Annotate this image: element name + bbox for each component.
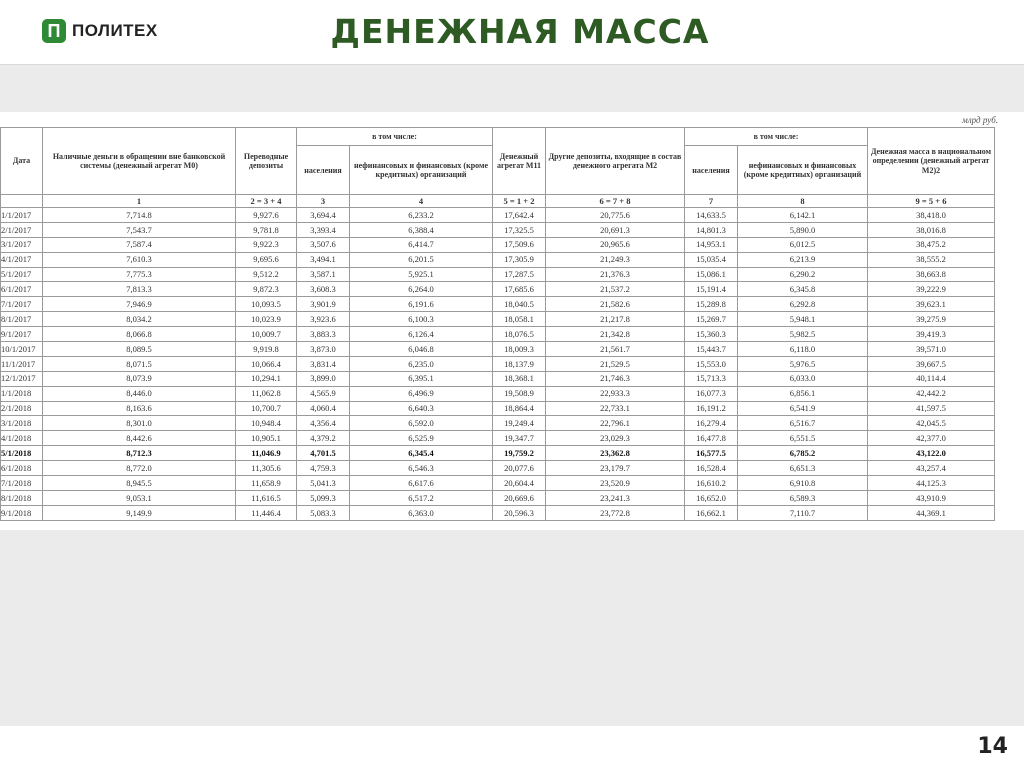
slide-footer	[0, 726, 1024, 767]
value-cell: 21,746.3	[546, 371, 685, 386]
value-cell: 6,118.0	[738, 342, 868, 357]
value-cell: 5,890.0	[738, 222, 868, 237]
slide-content	[0, 64, 1024, 727]
date-cell: 2/1/2017	[1, 222, 43, 237]
value-cell: 5,925.1	[350, 267, 493, 282]
value-cell: 44,125.3	[868, 476, 995, 491]
page-number: 14	[977, 734, 1008, 759]
value-cell: 6,100.3	[350, 312, 493, 327]
value-cell: 20,604.4	[493, 476, 546, 491]
value-cell: 7,714.8	[43, 208, 236, 223]
value-cell: 6,264.0	[350, 282, 493, 297]
table-row	[1, 312, 995, 327]
value-cell: 4,379.2	[297, 431, 350, 446]
value-cell: 5,083.3	[297, 505, 350, 520]
value-cell: 5,099.3	[297, 490, 350, 505]
value-cell: 11,616.5	[236, 490, 297, 505]
value-cell: 8,442.6	[43, 431, 236, 446]
logo-icon: П	[42, 19, 66, 43]
header-households-2: населения	[685, 146, 738, 195]
value-cell: 16,610.2	[685, 476, 738, 491]
value-cell: 17,305.9	[493, 252, 546, 267]
header-households-1: населения	[297, 146, 350, 195]
value-cell: 17,509.6	[493, 237, 546, 252]
value-cell: 6,541.9	[738, 401, 868, 416]
value-cell: 6,201.5	[350, 252, 493, 267]
value-cell: 21,249.3	[546, 252, 685, 267]
value-cell: 5,982.5	[738, 327, 868, 342]
value-cell: 8,071.5	[43, 356, 236, 371]
value-cell: 6,046.8	[350, 342, 493, 357]
value-cell: 9,922.3	[236, 237, 297, 252]
value-cell: 6,126.4	[350, 327, 493, 342]
value-cell: 39,222.9	[868, 282, 995, 297]
value-cell: 39,623.1	[868, 297, 995, 312]
value-cell: 18,368.1	[493, 371, 546, 386]
value-cell: 14,633.5	[685, 208, 738, 223]
value-cell: 6,592.0	[350, 416, 493, 431]
value-cell: 3,873.0	[297, 342, 350, 357]
value-cell: 8,073.9	[43, 371, 236, 386]
value-cell: 6,496.9	[350, 386, 493, 401]
date-cell: 8/1/2017	[1, 312, 43, 327]
value-cell: 3,899.0	[297, 371, 350, 386]
value-cell: 7,813.3	[43, 282, 236, 297]
value-cell: 8,772.0	[43, 461, 236, 476]
numbering-cell: 3	[297, 195, 350, 208]
value-cell: 17,642.4	[493, 208, 546, 223]
value-cell: 17,325.5	[493, 222, 546, 237]
table-row	[1, 371, 995, 386]
header-including-1: в том числе:	[297, 128, 493, 146]
value-cell: 15,191.4	[685, 282, 738, 297]
numbering-cell: 2 = 3 + 4	[236, 195, 297, 208]
value-cell: 15,443.7	[685, 342, 738, 357]
unit-label: млрд руб.	[961, 115, 998, 125]
value-cell: 16,077.3	[685, 386, 738, 401]
value-cell: 18,864.4	[493, 401, 546, 416]
date-cell: 6/1/2018	[1, 461, 43, 476]
value-cell: 39,571.0	[868, 342, 995, 357]
logo-text: ПОЛИТЕХ	[72, 21, 158, 40]
value-cell: 10,905.1	[236, 431, 297, 446]
value-cell: 11,062.8	[236, 386, 297, 401]
value-cell: 16,477.8	[685, 431, 738, 446]
slide-header	[0, 0, 1024, 64]
value-cell: 21,217.8	[546, 312, 685, 327]
value-cell: 22,733.1	[546, 401, 685, 416]
value-cell: 6,910.8	[738, 476, 868, 491]
value-cell: 10,066.4	[236, 356, 297, 371]
value-cell: 38,555.2	[868, 252, 995, 267]
table-row	[1, 282, 995, 297]
value-cell: 20,077.6	[493, 461, 546, 476]
value-cell: 20,596.3	[493, 505, 546, 520]
value-cell: 7,610.3	[43, 252, 236, 267]
value-cell: 38,475.2	[868, 237, 995, 252]
value-cell: 7,110.7	[738, 505, 868, 520]
value-cell: 15,269.7	[685, 312, 738, 327]
header-including-2: в том числе:	[685, 128, 868, 146]
value-cell: 8,034.2	[43, 312, 236, 327]
value-cell: 43,122.0	[868, 446, 995, 461]
value-cell: 6,617.6	[350, 476, 493, 491]
value-cell: 3,694.4	[297, 208, 350, 223]
value-cell: 22,933.3	[546, 386, 685, 401]
value-cell: 38,016.8	[868, 222, 995, 237]
date-cell: 5/1/2018	[1, 446, 43, 461]
value-cell: 6,191.6	[350, 297, 493, 312]
table-row	[1, 267, 995, 282]
numbering-cell: 4	[350, 195, 493, 208]
value-cell: 20,965.6	[546, 237, 685, 252]
value-cell: 9,053.1	[43, 490, 236, 505]
value-cell: 38,663.8	[868, 267, 995, 282]
numbering-cell	[1, 195, 43, 208]
value-cell: 15,035.4	[685, 252, 738, 267]
table-row	[1, 222, 995, 237]
value-cell: 23,520.9	[546, 476, 685, 491]
table-row	[1, 446, 995, 461]
value-cell: 6,012.5	[738, 237, 868, 252]
value-cell: 8,712.3	[43, 446, 236, 461]
value-cell: 6,551.5	[738, 431, 868, 446]
date-cell: 1/1/2018	[1, 386, 43, 401]
value-cell: 6,651.3	[738, 461, 868, 476]
value-cell: 23,362.8	[546, 446, 685, 461]
value-cell: 10,009.7	[236, 327, 297, 342]
value-cell: 9,927.6	[236, 208, 297, 223]
value-cell: 21,529.5	[546, 356, 685, 371]
value-cell: 20,691.3	[546, 222, 685, 237]
value-cell: 7,587.4	[43, 237, 236, 252]
value-cell: 11,305.6	[236, 461, 297, 476]
value-cell: 23,241.3	[546, 490, 685, 505]
table-row	[1, 237, 995, 252]
value-cell: 6,363.0	[350, 505, 493, 520]
value-cell: 6,233.2	[350, 208, 493, 223]
value-cell: 5,948.1	[738, 312, 868, 327]
value-cell: 4,759.3	[297, 461, 350, 476]
value-cell: 19,347.7	[493, 431, 546, 446]
value-cell: 6,589.3	[738, 490, 868, 505]
value-cell: 43,257.4	[868, 461, 995, 476]
value-cell: 3,901.9	[297, 297, 350, 312]
date-cell: 12/1/2017	[1, 371, 43, 386]
value-cell: 20,775.6	[546, 208, 685, 223]
value-cell: 23,772.8	[546, 505, 685, 520]
value-cell: 11,446.4	[236, 505, 297, 520]
value-cell: 10,093.5	[236, 297, 297, 312]
header-m0: Наличные деньги в обращении вне банковской системы (денежный агрегат М0)	[43, 128, 236, 195]
value-cell: 42,045.5	[868, 416, 995, 431]
header-other-deposits: Другие депозиты, входящие в состав денежного агрегата М2	[546, 128, 685, 195]
value-cell: 21,376.3	[546, 267, 685, 282]
value-cell: 17,287.5	[493, 267, 546, 282]
table-row	[1, 327, 995, 342]
value-cell: 3,883.3	[297, 327, 350, 342]
value-cell: 4,565.9	[297, 386, 350, 401]
value-cell: 21,537.2	[546, 282, 685, 297]
value-cell: 18,076.5	[493, 327, 546, 342]
value-cell: 6,213.9	[738, 252, 868, 267]
value-cell: 20,669.6	[493, 490, 546, 505]
table-row	[1, 208, 995, 223]
value-cell: 4,701.5	[297, 446, 350, 461]
value-cell: 6,517.2	[350, 490, 493, 505]
value-cell: 4,060.4	[297, 401, 350, 416]
value-cell: 21,582.6	[546, 297, 685, 312]
date-cell: 7/1/2018	[1, 476, 43, 491]
value-cell: 21,342.8	[546, 327, 685, 342]
value-cell: 15,360.3	[685, 327, 738, 342]
value-cell: 6,033.0	[738, 371, 868, 386]
value-cell: 8,066.8	[43, 327, 236, 342]
value-cell: 9,149.9	[43, 505, 236, 520]
value-cell: 6,856.1	[738, 386, 868, 401]
value-cell: 42,442.2	[868, 386, 995, 401]
value-cell: 21,561.7	[546, 342, 685, 357]
value-cell: 11,658.9	[236, 476, 297, 491]
slide-title: ДЕНЕЖНАЯ МАССА	[330, 12, 710, 51]
value-cell: 6,142.1	[738, 208, 868, 223]
value-cell: 4,356.4	[297, 416, 350, 431]
table-image	[0, 112, 1024, 530]
date-cell: 3/1/2017	[1, 237, 43, 252]
value-cell: 6,525.9	[350, 431, 493, 446]
value-cell: 6,290.2	[738, 267, 868, 282]
value-cell: 39,419.3	[868, 327, 995, 342]
date-cell: 2/1/2018	[1, 401, 43, 416]
value-cell: 44,369.1	[868, 505, 995, 520]
money-supply-table	[0, 127, 995, 521]
value-cell: 8,089.5	[43, 342, 236, 357]
value-cell: 5,976.5	[738, 356, 868, 371]
value-cell: 8,945.5	[43, 476, 236, 491]
table-row	[1, 342, 995, 357]
value-cell: 15,553.0	[685, 356, 738, 371]
value-cell: 3,923.6	[297, 312, 350, 327]
value-cell: 39,275.9	[868, 312, 995, 327]
value-cell: 14,953.1	[685, 237, 738, 252]
value-cell: 6,640.3	[350, 401, 493, 416]
value-cell: 23,029.3	[546, 431, 685, 446]
date-cell: 4/1/2018	[1, 431, 43, 446]
numbering-cell: 7	[685, 195, 738, 208]
value-cell: 10,948.4	[236, 416, 297, 431]
numbering-cell: 1	[43, 195, 236, 208]
value-cell: 39,667.5	[868, 356, 995, 371]
header-transfer-deposits: Переводные депозиты	[236, 128, 297, 195]
date-cell: 8/1/2018	[1, 490, 43, 505]
value-cell: 16,652.0	[685, 490, 738, 505]
value-cell: 8,163.6	[43, 401, 236, 416]
table-row	[1, 401, 995, 416]
value-cell: 10,294.1	[236, 371, 297, 386]
header-nonfinancial-2: нефинансовых и финансовых (кроме кредитных) организаций	[738, 146, 868, 195]
value-cell: 15,289.8	[685, 297, 738, 312]
value-cell: 38,418.0	[868, 208, 995, 223]
value-cell: 8,301.0	[43, 416, 236, 431]
value-cell: 19,759.2	[493, 446, 546, 461]
date-cell: 6/1/2017	[1, 282, 43, 297]
value-cell: 6,785.2	[738, 446, 868, 461]
value-cell: 16,528.4	[685, 461, 738, 476]
value-cell: 10,700.7	[236, 401, 297, 416]
numbering-cell: 5 = 1 + 2	[493, 195, 546, 208]
value-cell: 6,395.1	[350, 371, 493, 386]
value-cell: 16,662.1	[685, 505, 738, 520]
date-cell: 5/1/2017	[1, 267, 43, 282]
value-cell: 6,235.0	[350, 356, 493, 371]
value-cell: 19,508.9	[493, 386, 546, 401]
value-cell: 9,872.3	[236, 282, 297, 297]
date-cell: 10/1/2017	[1, 342, 43, 357]
value-cell: 18,058.1	[493, 312, 546, 327]
date-cell: 9/1/2018	[1, 505, 43, 520]
value-cell: 6,414.7	[350, 237, 493, 252]
numbering-cell: 9 = 5 + 6	[868, 195, 995, 208]
value-cell: 6,388.4	[350, 222, 493, 237]
table-row	[1, 490, 995, 505]
value-cell: 6,292.8	[738, 297, 868, 312]
value-cell: 6,516.7	[738, 416, 868, 431]
value-cell: 22,796.1	[546, 416, 685, 431]
value-cell: 6,546.3	[350, 461, 493, 476]
value-cell: 6,345.4	[350, 446, 493, 461]
value-cell: 17,685.6	[493, 282, 546, 297]
date-cell: 4/1/2017	[1, 252, 43, 267]
value-cell: 10,023.9	[236, 312, 297, 327]
value-cell: 9,512.2	[236, 267, 297, 282]
table-row	[1, 252, 995, 267]
numbering-cell: 8	[738, 195, 868, 208]
value-cell: 19,249.4	[493, 416, 546, 431]
value-cell: 41,597.5	[868, 401, 995, 416]
value-cell: 3,608.3	[297, 282, 350, 297]
value-cell: 14,801.3	[685, 222, 738, 237]
value-cell: 3,831.4	[297, 356, 350, 371]
value-cell: 9,919.8	[236, 342, 297, 357]
value-cell: 3,393.4	[297, 222, 350, 237]
table-row	[1, 505, 995, 520]
header-m11: Денежный агрегат М11	[493, 128, 546, 195]
numbering-cell: 6 = 7 + 8	[546, 195, 685, 208]
table-row	[1, 416, 995, 431]
date-cell: 3/1/2018	[1, 416, 43, 431]
value-cell: 16,191.2	[685, 401, 738, 416]
table-row	[1, 297, 995, 312]
value-cell: 18,040.5	[493, 297, 546, 312]
table-row	[1, 431, 995, 446]
date-cell: 11/1/2017	[1, 356, 43, 371]
header-date: Дата	[1, 128, 43, 195]
table-row	[1, 461, 995, 476]
value-cell: 9,695.6	[236, 252, 297, 267]
value-cell: 40,114.4	[868, 371, 995, 386]
header-nonfinancial-1: нефинансовых и финансовых (кроме кредитных) организаций	[350, 146, 493, 195]
date-cell: 7/1/2017	[1, 297, 43, 312]
value-cell: 5,041.3	[297, 476, 350, 491]
value-cell: 3,507.6	[297, 237, 350, 252]
value-cell: 18,009.3	[493, 342, 546, 357]
header-m2: Денежная масса в национальном определении (денежный агрегат М2)2	[868, 128, 995, 195]
value-cell: 6,345.8	[738, 282, 868, 297]
column-numbering-row	[1, 195, 995, 208]
value-cell: 16,577.5	[685, 446, 738, 461]
table-row	[1, 476, 995, 491]
table-row	[1, 386, 995, 401]
table-row	[1, 356, 995, 371]
value-cell: 7,775.3	[43, 267, 236, 282]
value-cell: 15,086.1	[685, 267, 738, 282]
value-cell: 3,587.1	[297, 267, 350, 282]
value-cell: 15,713.3	[685, 371, 738, 386]
value-cell: 7,543.7	[43, 222, 236, 237]
value-cell: 3,494.1	[297, 252, 350, 267]
value-cell: 8,446.0	[43, 386, 236, 401]
value-cell: 23,179.7	[546, 461, 685, 476]
value-cell: 43,910.9	[868, 490, 995, 505]
value-cell: 42,377.0	[868, 431, 995, 446]
value-cell: 9,781.8	[236, 222, 297, 237]
date-cell: 9/1/2017	[1, 327, 43, 342]
value-cell: 7,946.9	[43, 297, 236, 312]
value-cell: 11,046.9	[236, 446, 297, 461]
value-cell: 16,279.4	[685, 416, 738, 431]
date-cell: 1/1/2017	[1, 208, 43, 223]
value-cell: 18,137.9	[493, 356, 546, 371]
